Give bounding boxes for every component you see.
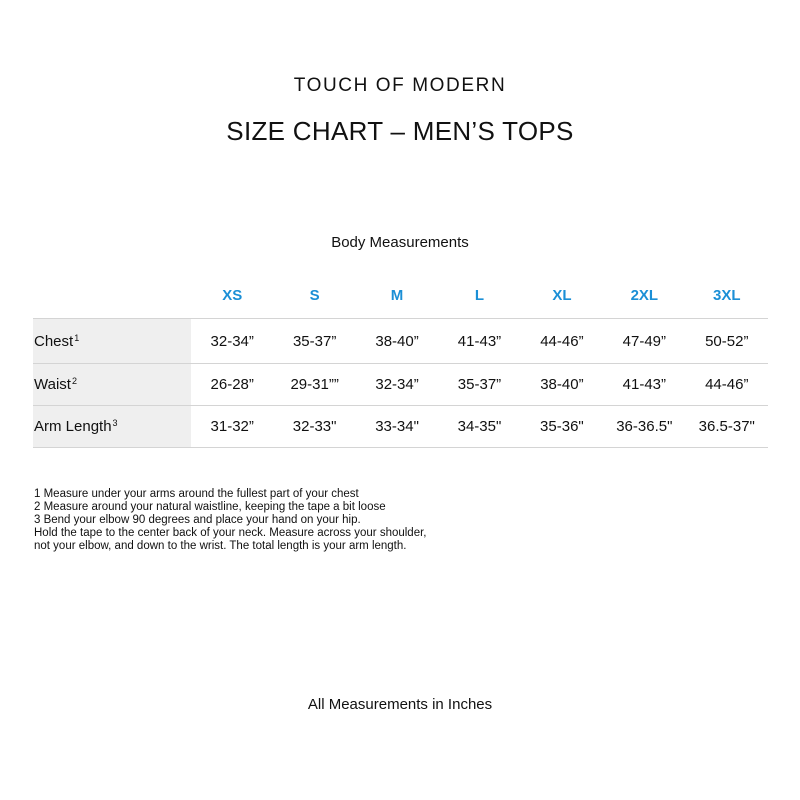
note-line: 3 Bend your elbow 90 degrees and place your hand on your hip. [34, 514, 361, 526]
table-header-row [33, 272, 768, 319]
table-cell: 36-36.5" [603, 406, 685, 448]
column-header-l: L [438, 272, 520, 319]
table-cell: 44-46” [686, 364, 768, 406]
row-label-arm-length [33, 406, 191, 448]
table-cell: 38-40” [521, 364, 603, 406]
header-corner [33, 272, 191, 319]
column-header-s: S [273, 272, 355, 319]
column-header-xs: XS [191, 272, 273, 319]
row-label-waist [33, 364, 191, 406]
table-cell: 35-36" [521, 406, 603, 448]
note-line: 2 Measure around your natural waistline, keeping the tape a bit loose [34, 501, 386, 513]
column-header-2xl: 2XL [603, 272, 685, 319]
size-chart-table [33, 272, 768, 448]
table-cell: 31-32” [191, 406, 273, 448]
table-cell: 26-28” [191, 364, 273, 406]
table-cell: 41-43” [603, 364, 685, 406]
table-caption: Body Measurements [331, 234, 469, 251]
units-footer: All Measurements in Inches [307, 696, 493, 713]
note-line: Hold the tape to the center back of your neck. Measure across your shoulder, [34, 527, 427, 539]
table-cell: 33-34" [356, 406, 438, 448]
table-cell: 32-34” [191, 319, 273, 364]
table-cell: 35-37” [273, 319, 355, 364]
page-title: SIZE CHART – MEN’S TOPS [226, 116, 574, 146]
table-cell: 34-35" [438, 406, 520, 448]
table-row-waist [33, 364, 768, 406]
footnote-marker: 3 [112, 418, 118, 428]
table-cell: 47-49” [603, 319, 685, 364]
table-cell: 44-46” [521, 319, 603, 364]
row-label-text: Waist [34, 376, 71, 393]
measurement-notes [34, 488, 774, 553]
table-cell: 36.5-37" [686, 406, 768, 448]
table-cell: 50-52” [686, 319, 768, 364]
column-header-xl: XL [521, 272, 603, 319]
table-row-arm-length [33, 406, 768, 448]
row-label-chest [33, 319, 191, 364]
table-cell: 32-34” [356, 364, 438, 406]
table-cell: 35-37” [438, 364, 520, 406]
row-label-text: Arm Length [34, 418, 112, 435]
note-line: not your elbow, and down to the wrist. The total length is your arm length. [34, 540, 407, 552]
table-cell: 41-43” [438, 319, 520, 364]
brand-logo-text: TOUCH OF MODERN [293, 75, 507, 96]
column-header-3xl: 3XL [686, 272, 768, 319]
table-cell: 38-40” [356, 319, 438, 364]
footnote-marker: 2 [71, 376, 77, 386]
row-label-text: Chest [34, 332, 74, 350]
table-cell: 29-31”” [273, 364, 355, 406]
note-line: 1 Measure under your arms around the fullest part of your chest [34, 488, 359, 500]
table-row-chest [33, 319, 768, 364]
column-header-m: M [356, 272, 438, 319]
footnote-marker: 1 [74, 332, 80, 343]
table-cell: 32-33" [273, 406, 355, 448]
